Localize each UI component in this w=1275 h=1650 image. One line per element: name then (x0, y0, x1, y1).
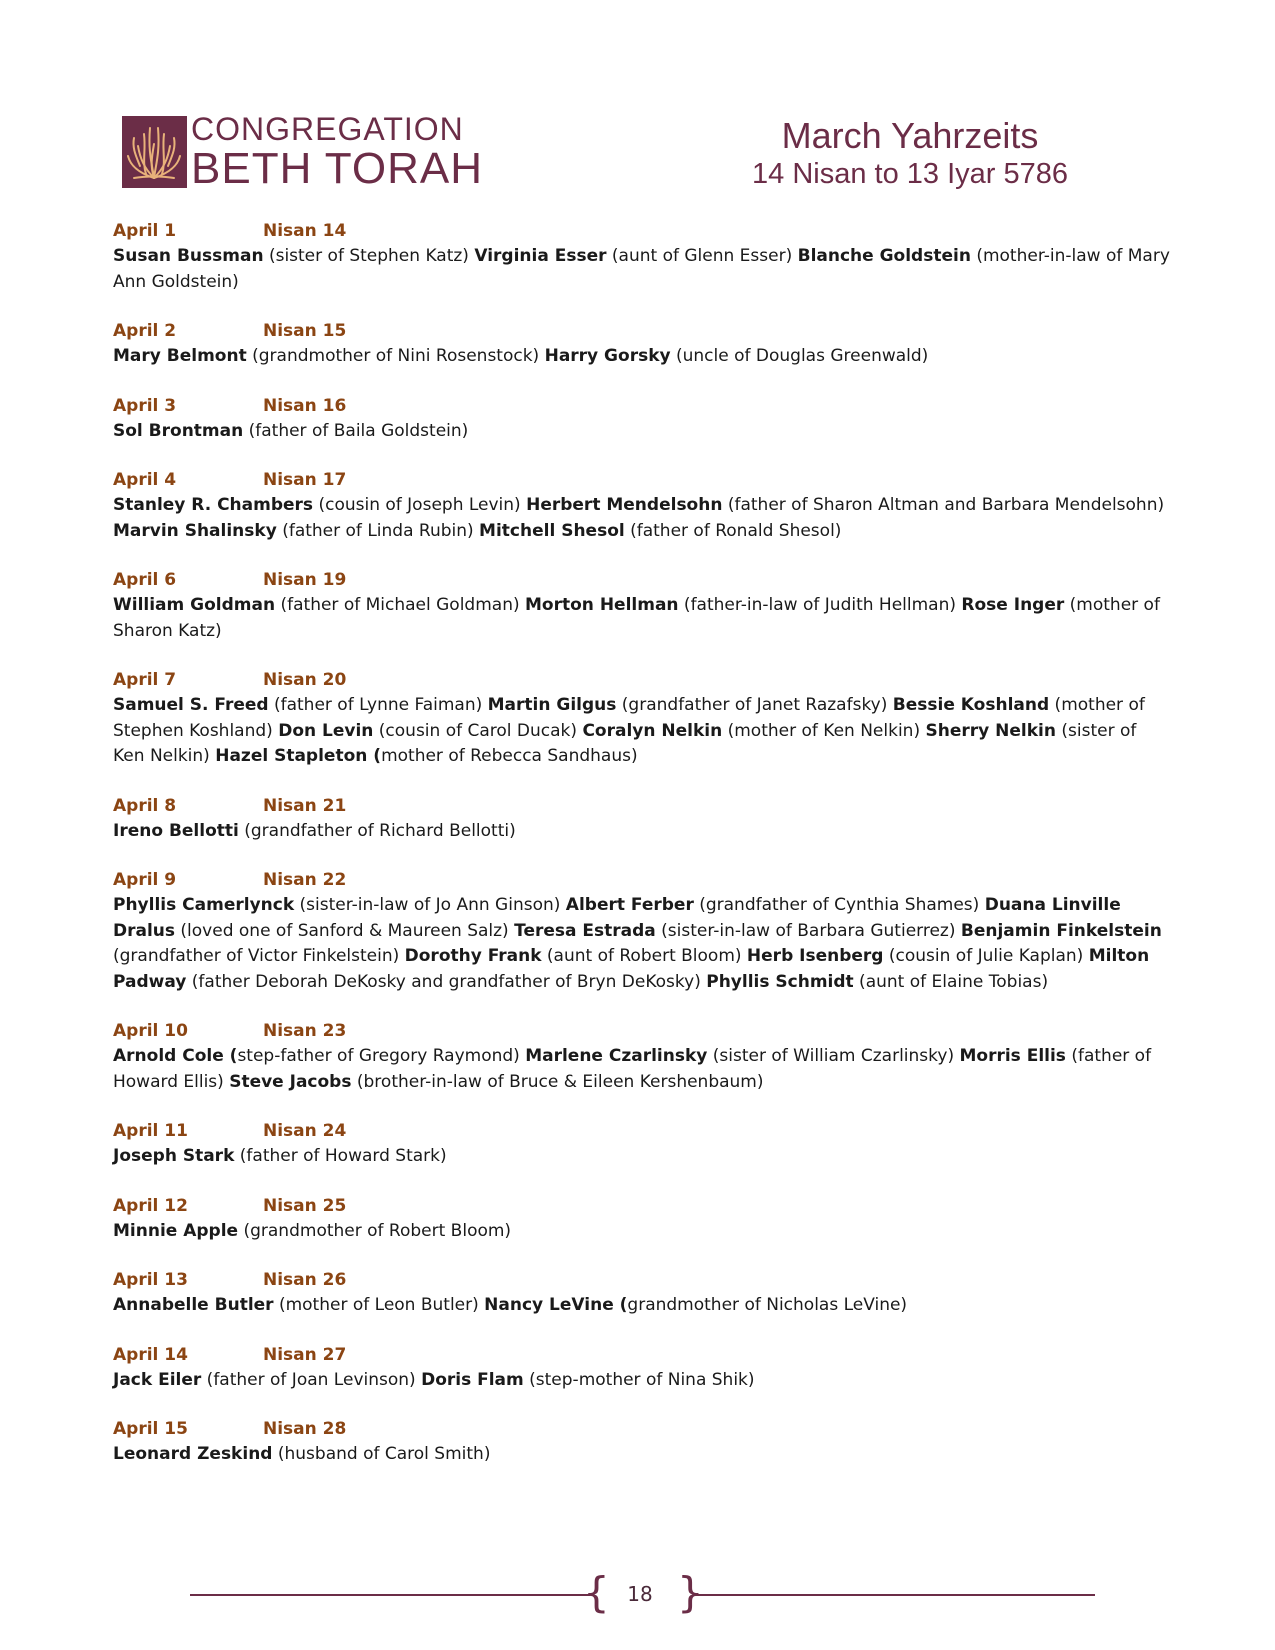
entry-header (113, 1343, 1173, 1368)
hebrew-date: Nisan 19 (263, 570, 347, 590)
relation-text: step-father of Gregory Raymond) (237, 1046, 526, 1066)
entry-header (113, 1417, 1173, 1442)
entry-header (113, 1194, 1173, 1219)
deceased-name: Minnie Apple (113, 1220, 239, 1241)
deceased-name: Nancy LeVine ( (484, 1295, 628, 1315)
hebrew-date: Nisan 20 (263, 670, 347, 690)
hebrew-date: Nisan 14 (263, 221, 347, 241)
deceased-name: Don Levin (278, 720, 374, 741)
deceased-name: Morton Hellman (525, 595, 679, 615)
relation-text: (father of Howard Ellis) (113, 1046, 1152, 1092)
yahrzeit-entry (113, 319, 1173, 370)
relation-text: (sister of Ken Nelkin) (113, 720, 1137, 766)
hebrew-date: Nisan 17 (263, 470, 347, 490)
entry-header (113, 319, 1173, 344)
relation-text: (aunt of Robert Bloom) (541, 946, 747, 966)
relation-text: (mother of Ken Nelkin) (722, 720, 926, 741)
gregorian-date: April 1 (113, 221, 177, 241)
deceased-name: Virginia Esser (474, 246, 607, 266)
hebrew-date: Nisan 26 (263, 1270, 347, 1290)
entry-names (113, 819, 1173, 845)
entry-names (113, 1044, 1173, 1095)
deceased-name: Arnold Cole ( (113, 1046, 238, 1066)
gregorian-date: April 14 (113, 1344, 188, 1365)
relation-text: (father of Howard Stark) (234, 1146, 447, 1166)
yahrzeit-entry (113, 1119, 1173, 1170)
page-title: March Yahrzeits (781, 115, 1039, 156)
relation-text: (step-mother of Nina Shik) (523, 1369, 755, 1390)
hebrew-date: Nisan 15 (263, 321, 347, 341)
relation-text: (grandmother of Nini Rosenstock) (246, 346, 545, 366)
relation-text: (father of Joan Levinson) (201, 1369, 422, 1390)
deceased-name: Samuel S. Freed (113, 695, 269, 715)
right-brace-ornament: } (677, 1568, 704, 1617)
relation-text: (cousin of Julie Kaplan) (883, 946, 1089, 966)
yahrzeit-entry (113, 1268, 1173, 1319)
relation-text: grandmother of Nicholas LeVine) (627, 1295, 908, 1315)
entry-header (113, 868, 1173, 893)
page-footer (190, 1570, 1095, 1618)
gregorian-date: April 2 (113, 321, 177, 341)
relation-text: (sister of Stephen Katz) (263, 246, 475, 266)
entry-header (113, 668, 1173, 693)
deceased-name: Susan Bussman (113, 246, 264, 266)
gregorian-date: April 8 (113, 795, 177, 816)
relation-text: (aunt of Elaine Tobias) (853, 971, 1049, 992)
entry-header (113, 794, 1173, 819)
entry-names (113, 344, 1173, 370)
deceased-name: Coralyn Nelkin (582, 720, 723, 741)
relation-text: (mother of Leon Butler) (273, 1295, 485, 1315)
relation-text: (sister of William Czarlinsky) (707, 1046, 960, 1066)
relation-text: (mother of Stephen Koshland) (113, 695, 1145, 741)
deceased-name: Mitchell Shesol (479, 520, 625, 541)
hebrew-date: Nisan 21 (263, 795, 347, 816)
relation-text: (aunt of Glenn Esser) (606, 246, 798, 266)
gregorian-date: April 4 (113, 470, 177, 490)
yahrzeit-entry (113, 668, 1173, 770)
deceased-name: Leonard Zeskind (113, 1444, 273, 1464)
yahrzeit-list (113, 219, 1173, 1492)
relation-text: (loved one of Sanford & Maureen Salz) (175, 920, 515, 941)
relation-text: (husband of Carol Smith) (272, 1444, 491, 1464)
yahrzeit-entry (113, 1417, 1173, 1468)
gregorian-date: April 12 (113, 1195, 188, 1216)
hebrew-date: Nisan 28 (263, 1419, 347, 1439)
entry-header (113, 468, 1173, 493)
relation-text: (father of Michael Goldman) (275, 595, 526, 615)
relation-text: (mother-in-law of Mary Ann Goldstein) (113, 246, 1170, 292)
relation-text: mother of Rebecca Sandhaus) (381, 746, 638, 766)
gregorian-date: April 15 (113, 1419, 188, 1439)
yahrzeit-entry (113, 1194, 1173, 1245)
deceased-name: Mary Belmont (113, 346, 247, 366)
burning-bush-icon (122, 116, 187, 188)
gregorian-date: April 3 (113, 395, 177, 416)
logo-line-beth-torah: BETH TORAH (191, 144, 483, 193)
entry-names (113, 1368, 1173, 1394)
deceased-name: Harry Gorsky (544, 346, 671, 366)
deceased-name: Doris Flam (421, 1369, 524, 1390)
deceased-name: Herbert Mendelsohn (526, 495, 723, 515)
relation-text: (cousin of Joseph Levin) (313, 495, 527, 515)
yahrzeit-entry (113, 1019, 1173, 1095)
relation-text: (grandfather of Janet Razafsky) (616, 695, 893, 715)
entry-names (113, 593, 1173, 644)
deceased-name: Joseph Stark (113, 1146, 235, 1166)
entry-header (113, 219, 1173, 244)
entry-names (113, 1144, 1173, 1170)
relation-text: (father-in-law of Judith Hellman) (678, 595, 962, 615)
entry-names (113, 244, 1173, 295)
entry-names (113, 1219, 1173, 1245)
deceased-name: Marvin Shalinsky (113, 520, 277, 541)
left-brace-ornament: { (583, 1568, 610, 1617)
entry-names (113, 1293, 1173, 1319)
hebrew-date: Nisan 24 (263, 1121, 347, 1141)
deceased-name: Benjamin Finkelstein (960, 920, 1162, 941)
logo-line-congregation: CONGREGATION (191, 111, 464, 147)
deceased-name: Ireno Bellotti (113, 820, 239, 841)
relation-text: (father of Lynne Faiman) (268, 695, 488, 715)
deceased-name: Teresa Estrada (514, 920, 656, 941)
deceased-name: Morris Ellis (959, 1046, 1066, 1066)
relation-text: (grandmother of Robert Bloom) (238, 1220, 512, 1241)
relation-text: (grandfather of Richard Bellotti) (238, 820, 516, 841)
relation-text: (sister-in-law of Barbara Gutierrez) (655, 920, 961, 941)
deceased-name: Sherry Nelkin (925, 720, 1056, 741)
gregorian-date: April 11 (113, 1121, 188, 1141)
deceased-name: Martin Gilgus (487, 695, 617, 715)
deceased-name: Steve Jacobs (229, 1071, 352, 1092)
gregorian-date: April 7 (113, 670, 177, 690)
relation-text: (grandfather of Victor Finkelstein) (113, 946, 405, 966)
deceased-name: Dorothy Frank (404, 946, 542, 966)
hebrew-date: Nisan 23 (263, 1021, 347, 1041)
gregorian-date: April 9 (113, 870, 177, 890)
relation-text: (father Deborah DeKosky and grandfather of Bryn DeKosky) (186, 971, 707, 992)
deceased-name: Jack Eiler (113, 1369, 202, 1390)
relation-text: (mother of Sharon Katz) (113, 595, 1160, 641)
page-heading (700, 116, 1120, 192)
page-subtitle: 14 Nisan to 13 Iyar 5786 (752, 158, 1068, 190)
deceased-name: Herb Isenberg (746, 946, 884, 966)
entry-header (113, 1019, 1173, 1044)
deceased-name: Duana Linville Dralus (113, 895, 1121, 941)
relation-text: (uncle of Douglas Greenwald) (670, 346, 929, 366)
deceased-name: Sol Brontman (113, 420, 244, 441)
entry-header (113, 1119, 1173, 1144)
deceased-name: Annabelle Butler (113, 1295, 274, 1315)
hebrew-date: Nisan 25 (263, 1195, 347, 1216)
deceased-name: Bessie Koshland (892, 695, 1050, 715)
yahrzeit-entry (113, 568, 1173, 644)
deceased-name: Rose Inger (961, 595, 1065, 615)
logo-wordmark (191, 113, 483, 191)
yahrzeit-entry (113, 868, 1173, 995)
deceased-name: Phyllis Schmidt (706, 971, 854, 992)
relation-text: (grandfather of Cynthia Shames) (693, 895, 985, 915)
entry-names (113, 419, 1173, 445)
yahrzeit-entry (113, 1343, 1173, 1394)
page-number: 18 (627, 1582, 653, 1606)
relation-text: (brother-in-law of Bruce & Eileen Kershenbaum) (351, 1071, 764, 1092)
relation-text: (father of Linda Rubin) (276, 520, 480, 541)
gregorian-date: April 13 (113, 1270, 188, 1290)
yahrzeit-entry (113, 219, 1173, 295)
congregation-logo (122, 113, 483, 191)
yahrzeit-entry (113, 468, 1173, 544)
deceased-name: Milton Padway (113, 946, 1150, 992)
deceased-name: Phyllis Camerlynck (113, 895, 295, 915)
footer-rule-right (695, 1594, 1095, 1596)
entry-names (113, 493, 1173, 544)
relation-text: (father of Sharon Altman and Barbara Mendelsohn) (722, 495, 1165, 515)
entry-header (113, 568, 1173, 593)
yahrzeit-entry (113, 394, 1173, 445)
relation-text: (father of Baila Goldstein) (243, 420, 469, 441)
yahrzeit-entry (113, 794, 1173, 845)
deceased-name: William Goldman (113, 595, 276, 615)
gregorian-date: April 6 (113, 570, 177, 590)
entry-header (113, 394, 1173, 419)
deceased-name: Marlene Czarlinsky (525, 1046, 708, 1066)
relation-text: (sister-in-law of Jo Ann Ginson) (294, 895, 566, 915)
gregorian-date: April 10 (113, 1021, 188, 1041)
deceased-name: Albert Ferber (565, 895, 694, 915)
relation-text: (cousin of Carol Ducak) (373, 720, 583, 741)
footer-rule-left (190, 1594, 590, 1596)
deceased-name: Hazel Stapleton ( (215, 746, 382, 766)
entry-header (113, 1268, 1173, 1293)
entry-names (113, 893, 1173, 995)
entry-names (113, 693, 1173, 770)
entry-names (113, 1442, 1173, 1468)
deceased-name: Stanley R. Chambers (113, 495, 314, 515)
relation-text: (father of Ronald Shesol) (624, 520, 842, 541)
hebrew-date: Nisan 27 (263, 1344, 347, 1365)
deceased-name: Blanche Goldstein (797, 246, 971, 266)
hebrew-date: Nisan 16 (263, 395, 347, 416)
hebrew-date: Nisan 22 (263, 870, 347, 890)
